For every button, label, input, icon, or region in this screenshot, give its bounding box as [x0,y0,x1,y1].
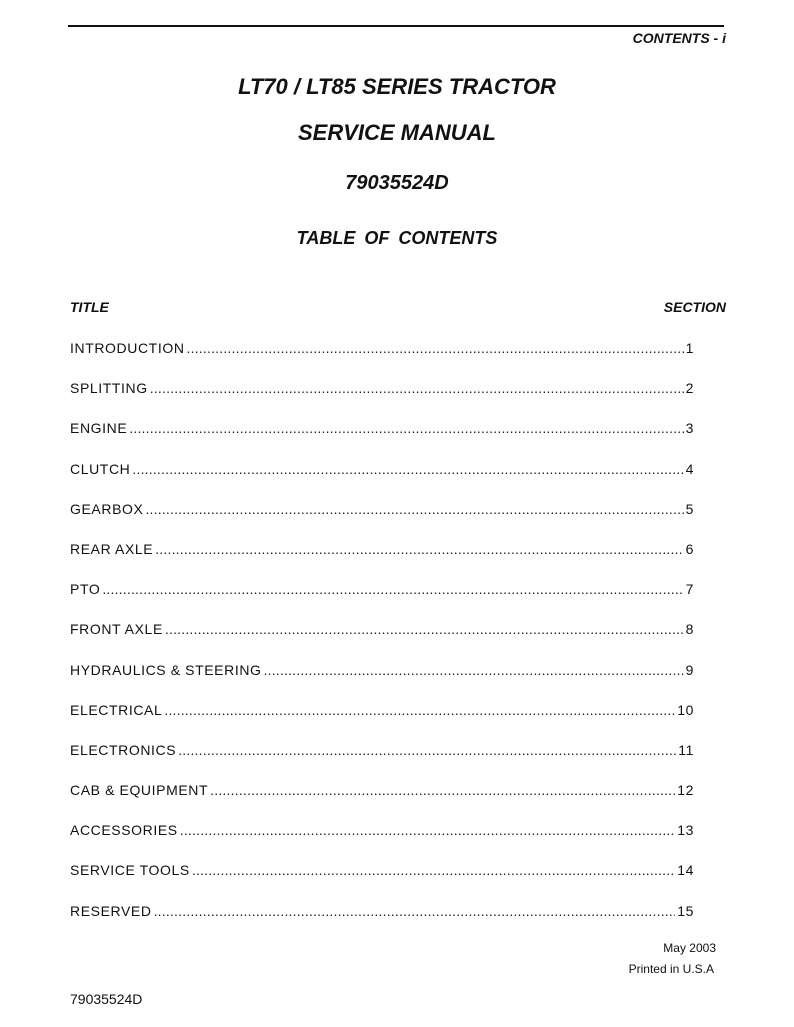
dot-leader [178,742,676,758]
page-label: CONTENTS - i [632,30,726,46]
dot-leader [165,621,684,637]
header-rule [68,25,724,27]
toc-row[interactable] [70,380,694,420]
toc-entry-title: ELECTRICAL [70,701,163,718]
dot-leader [129,420,683,436]
toc-row[interactable] [70,581,694,621]
toc-entry-title: HYDRAULICS & STEERING [70,661,262,678]
toc-entry-section: 12 [677,782,694,799]
toc-entry-title: CLUTCH [70,460,131,477]
toc-entry-title: ELECTRONICS [70,741,177,758]
toc-row[interactable] [70,782,694,822]
series-title: LT70 / LT85 SERIES TRACTOR [238,74,556,99]
toc-entry-section: 8 [685,621,694,638]
dot-leader [264,662,684,678]
toc-entry-title: SERVICE TOOLS [70,862,190,879]
toc-entry-title: SPLITTING [70,380,148,397]
toc-entry-section: 13 [677,822,694,839]
dot-leader [132,461,683,477]
dot-leader [145,501,683,517]
toc-entry-section: 2 [685,380,694,397]
toc-row[interactable] [70,541,694,581]
toc-entry-section: 9 [685,661,694,678]
footer-date: May 2003 [663,941,716,955]
toc-entry-section: 3 [685,420,694,437]
toc-entry-section: 14 [677,862,694,879]
toc-heading: TABLE OF CONTENTS [296,228,498,248]
toc-row[interactable] [70,621,694,661]
toc-entry-section: 7 [685,581,694,598]
dot-leader [154,903,676,919]
toc-entry-title: REAR AXLE [70,540,154,557]
toc-entry-title: FRONT AXLE [70,621,163,638]
toc-entry-title: CAB & EQUIPMENT [70,782,209,799]
dot-leader [155,541,683,557]
toc-entry-section: 1 [685,340,694,356]
toc-entry-section: 11 [678,741,694,758]
toc-entry-title: PTO [70,581,101,598]
toc-entry-title: GEARBOX [70,500,144,517]
toc-entry-title: RESERVED [70,902,152,919]
column-title-heading: TITLE [70,299,109,315]
toc-row[interactable] [70,903,694,943]
toc-row[interactable] [70,340,694,380]
footer-part-number: 79035524D [70,991,143,1007]
toc-entry-section: 5 [685,500,694,517]
toc-row[interactable] [70,662,694,702]
toc-row[interactable] [70,822,694,862]
toc-entry-title: INTRODUCTION [70,340,185,356]
dot-leader [210,782,675,798]
toc-row[interactable] [70,702,694,742]
column-section-heading: SECTION [663,299,726,315]
toc-entry-section: 4 [685,460,694,477]
part-number: 79035524D [345,172,449,194]
dot-leader [164,702,675,718]
footer-printed: Printed in U.S.A [628,962,714,976]
toc-row[interactable] [70,501,694,541]
toc-row[interactable] [70,461,694,501]
toc-entry-title: ACCESSORIES [70,822,178,839]
toc-entry-section: 6 [685,540,694,557]
dot-leader [102,581,683,597]
dot-leader [187,340,684,356]
toc-row[interactable] [70,742,694,782]
toc-entry-title: ENGINE [70,420,128,437]
dot-leader [180,822,675,838]
toc-row[interactable] [70,420,694,460]
dot-leader [150,380,684,396]
manual-title: SERVICE MANUAL [297,120,496,145]
toc-row[interactable] [70,862,694,902]
toc-entry-section: 10 [677,701,694,718]
dot-leader [192,862,675,878]
toc-entry-section: 15 [677,902,694,919]
toc-list [70,340,694,943]
